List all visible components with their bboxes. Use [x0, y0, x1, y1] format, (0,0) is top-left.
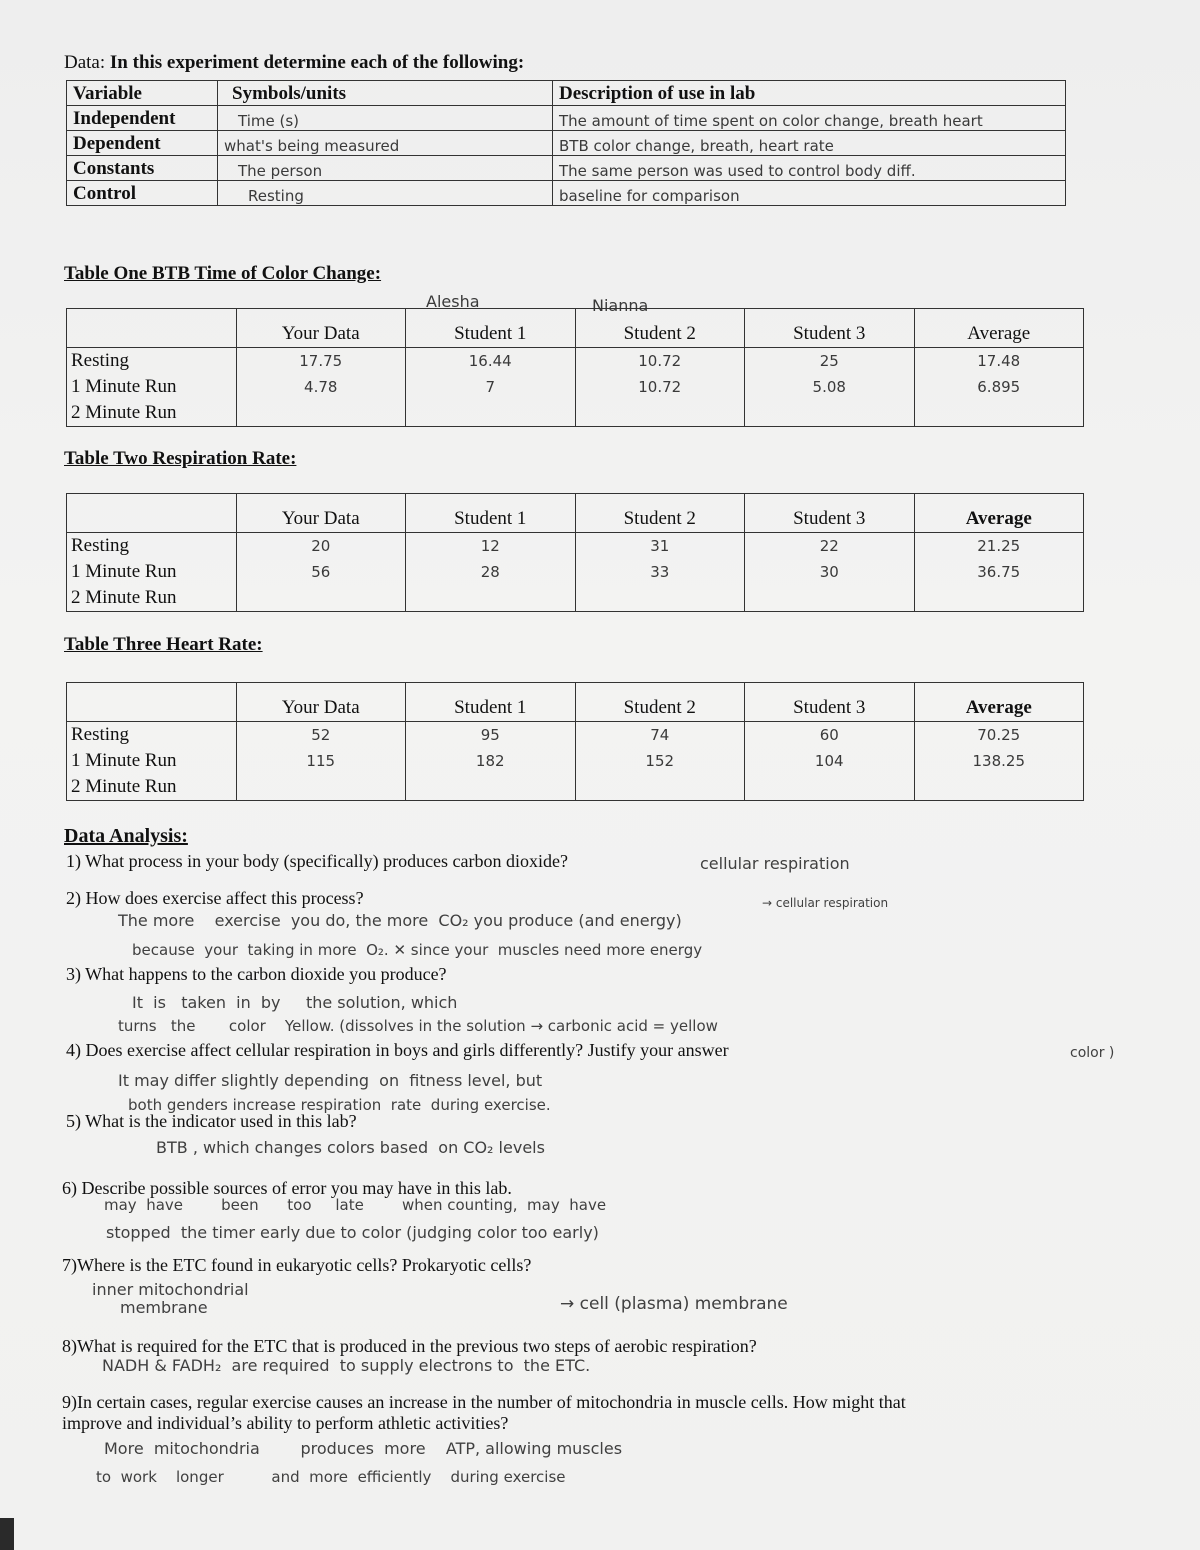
cell-value: 70.25 — [914, 722, 1084, 749]
answer-6-line-1: may have been too late when counting, may have — [104, 1196, 607, 1214]
student1-name: Alesha — [426, 292, 480, 311]
table3-title: Table Three Heart Rate: — [64, 634, 263, 655]
cell-value: 28 — [406, 559, 576, 585]
question-5: 5) What is the indicator used in this lab? — [66, 1111, 357, 1131]
cell-value: 16.44 — [406, 348, 576, 375]
table-row — [67, 400, 1084, 427]
table1-title: Table One BTB Time of Color Change: — [64, 263, 382, 284]
question-6: 6) Describe possible sources of error you may have in this lab. — [62, 1178, 512, 1198]
cell-value — [914, 400, 1084, 427]
answer-9-line-2: to work longer and more efficiently during exercise — [96, 1468, 566, 1486]
variable-label: Dependent — [67, 131, 218, 156]
cell-value: 20 — [236, 533, 406, 560]
variable-row — [67, 156, 1066, 181]
cell-value — [236, 585, 406, 612]
cell-value — [745, 585, 915, 612]
question-7: 7)Where is the ETC found in eukaryotic cells? Prokaryotic cells? — [62, 1255, 532, 1275]
col-variable: Variable — [67, 81, 218, 106]
student2-name: Nianna — [592, 296, 649, 315]
variable-row — [67, 106, 1066, 131]
table-row — [67, 348, 1084, 375]
variables-header-row — [67, 81, 1066, 106]
cell-value: 5.08 — [745, 374, 915, 400]
cell-value: 25 — [745, 348, 915, 375]
row-label: 1 Minute Run — [67, 559, 237, 585]
answer-7-line-1: inner mitochondrial — [92, 1280, 249, 1299]
table-row — [67, 374, 1084, 400]
cell-value: 10.72 — [575, 374, 745, 400]
variable-row — [67, 181, 1066, 206]
cell-value — [406, 585, 576, 612]
page-corner-shadow — [0, 1518, 14, 1550]
cell-value: 4.78 — [236, 374, 406, 400]
cell-value: 33 — [575, 559, 745, 585]
table2-col: Student 2 — [575, 494, 745, 533]
variable-symbol: Resting — [218, 181, 553, 206]
cell-value: 31 — [575, 533, 745, 560]
cell-value: 17.48 — [914, 348, 1084, 375]
table-row — [67, 722, 1084, 749]
table2-col: Student 1 — [406, 494, 576, 533]
cell-value: 30 — [745, 559, 915, 585]
row-label: 2 Minute Run — [67, 585, 237, 612]
variable-description: BTB color change, breath, heart rate — [553, 131, 1066, 156]
cell-value — [745, 774, 915, 801]
question-9-line-1: 9)In certain cases, regular exercise causes an increase in the number of mitochondria in muscle cells. How might that — [62, 1392, 906, 1412]
cell-value: 21.25 — [914, 533, 1084, 560]
table2-title: Table Two Respiration Rate: — [64, 448, 297, 469]
question-4: 4) Does exercise affect cellular respiration in boys and girls differently? Justify your answer — [66, 1040, 729, 1060]
answer-2-note: → cellular respiration — [762, 896, 889, 910]
row-label: 2 Minute Run — [67, 774, 237, 801]
cell-value: 152 — [575, 748, 745, 774]
cell-value: 56 — [236, 559, 406, 585]
data-prefix: Data: — [64, 52, 106, 73]
answer-3-line-3: color ) — [1070, 1045, 1115, 1061]
table1-col: Your Data — [236, 309, 406, 348]
analysis-title: Data Analysis: — [64, 825, 188, 847]
table3-col: Student 2 — [575, 683, 745, 722]
variables-table — [66, 80, 1066, 206]
cell-value: 52 — [236, 722, 406, 749]
answer-8: NADH & FADH₂ are required to supply electrons to the ETC. — [102, 1356, 591, 1375]
question-1: 1) What process in your body (specifically) produces carbon dioxide? — [66, 851, 569, 871]
answer-7-right: → cell (plasma) membrane — [560, 1294, 788, 1314]
col-description: Description of use in lab — [553, 81, 1066, 106]
variable-label: Control — [67, 181, 218, 206]
answer-2-line-1: The more exercise you do, the more CO₂ you produce (and energy) — [118, 911, 682, 930]
cell-value: 104 — [745, 748, 915, 774]
table-row — [67, 559, 1084, 585]
table3-header-row — [67, 683, 1084, 722]
answer-1: cellular respiration — [700, 854, 850, 873]
answer-5: BTB , which changes colors based on CO₂ levels — [156, 1138, 545, 1157]
answer-3-line-1: It is taken in by the solution, which — [132, 993, 458, 1012]
answer-3-line-2: turns the color Yellow. (dissolves in the solution → carbonic acid = yellow — [118, 1017, 718, 1035]
answer-7-line-2: membrane — [120, 1298, 208, 1317]
table1-corner — [67, 309, 237, 348]
variable-description: The amount of time spent on color change, breath heart — [553, 106, 1066, 131]
cell-value: 7 — [406, 374, 576, 400]
cell-value: 17.75 — [236, 348, 406, 375]
answer-4-line-2: both genders increase respiration rate during exercise. — [128, 1096, 551, 1114]
cell-value: 36.75 — [914, 559, 1084, 585]
cell-value — [745, 400, 915, 427]
table1-col: Student 3 — [745, 309, 915, 348]
table2-col: Your Data — [236, 494, 406, 533]
cell-value — [914, 774, 1084, 801]
table3-corner — [67, 683, 237, 722]
cell-value: 12 — [406, 533, 576, 560]
row-label: Resting — [67, 533, 237, 560]
data-header — [64, 52, 524, 74]
table1-col: Student 2 — [575, 309, 745, 348]
answer-2-line-2: because your taking in more O₂. ✕ since your muscles need more energy — [132, 941, 703, 959]
cell-value — [575, 774, 745, 801]
variable-symbol: what's being measured — [218, 131, 553, 156]
cell-value: 74 — [575, 722, 745, 749]
table-row — [67, 748, 1084, 774]
cell-value: 138.25 — [914, 748, 1084, 774]
cell-value: 6.895 — [914, 374, 1084, 400]
table2 — [66, 493, 1084, 612]
variable-row — [67, 131, 1066, 156]
table-row — [67, 585, 1084, 612]
table3-col: Student 3 — [745, 683, 915, 722]
answer-4-line-1: It may differ slightly depending on fitness level, but — [118, 1071, 543, 1090]
question-3: 3) What happens to the carbon dioxide you produce? — [66, 964, 447, 984]
variable-symbol: The person — [218, 156, 553, 181]
question-8: 8)What is required for the ETC that is produced in the previous two steps of aerobic respiration? — [62, 1336, 757, 1356]
table3-col: Your Data — [236, 683, 406, 722]
row-label: 1 Minute Run — [67, 374, 237, 400]
variable-description: baseline for comparison — [553, 181, 1066, 206]
table3 — [66, 682, 1084, 801]
table-row — [67, 774, 1084, 801]
table3-col: Average — [914, 683, 1084, 722]
table1 — [66, 308, 1084, 427]
cell-value: 115 — [236, 748, 406, 774]
variable-label: Constants — [67, 156, 218, 181]
table1-header-row — [67, 309, 1084, 348]
variable-description: The same person was used to control body diff. — [553, 156, 1066, 181]
variable-label: Independent — [67, 106, 218, 131]
cell-value — [575, 400, 745, 427]
cell-value — [236, 400, 406, 427]
answer-9-line-1: More mitochondria produces more ATP, allowing muscles — [104, 1439, 623, 1458]
table3-col: Student 1 — [406, 683, 576, 722]
cell-value: 10.72 — [575, 348, 745, 375]
col-symbols: Symbols/units — [218, 81, 553, 106]
question-9-line-2: improve and individual’s ability to perform athletic activities? — [62, 1413, 509, 1433]
table1-col: Student 1 — [406, 309, 576, 348]
table2-col: Average — [914, 494, 1084, 533]
table-row — [67, 533, 1084, 560]
row-label: Resting — [67, 722, 237, 749]
cell-value — [406, 774, 576, 801]
cell-value — [575, 585, 745, 612]
table2-corner — [67, 494, 237, 533]
row-label: Resting — [67, 348, 237, 375]
answer-6-line-2: stopped the timer early due to color (judging color too early) — [106, 1223, 599, 1242]
table1-col: Average — [914, 309, 1084, 348]
cell-value — [914, 585, 1084, 612]
cell-value — [406, 400, 576, 427]
cell-value: 182 — [406, 748, 576, 774]
cell-value: 60 — [745, 722, 915, 749]
table2-header-row — [67, 494, 1084, 533]
question-2: 2) How does exercise affect this process? — [66, 888, 364, 908]
table2-col: Student 3 — [745, 494, 915, 533]
cell-value: 95 — [406, 722, 576, 749]
cell-value — [236, 774, 406, 801]
variable-symbol: Time (s) — [218, 106, 553, 131]
row-label: 2 Minute Run — [67, 400, 237, 427]
row-label: 1 Minute Run — [67, 748, 237, 774]
cell-value: 22 — [745, 533, 915, 560]
data-title: In this experiment determine each of the following: — [109, 52, 525, 73]
